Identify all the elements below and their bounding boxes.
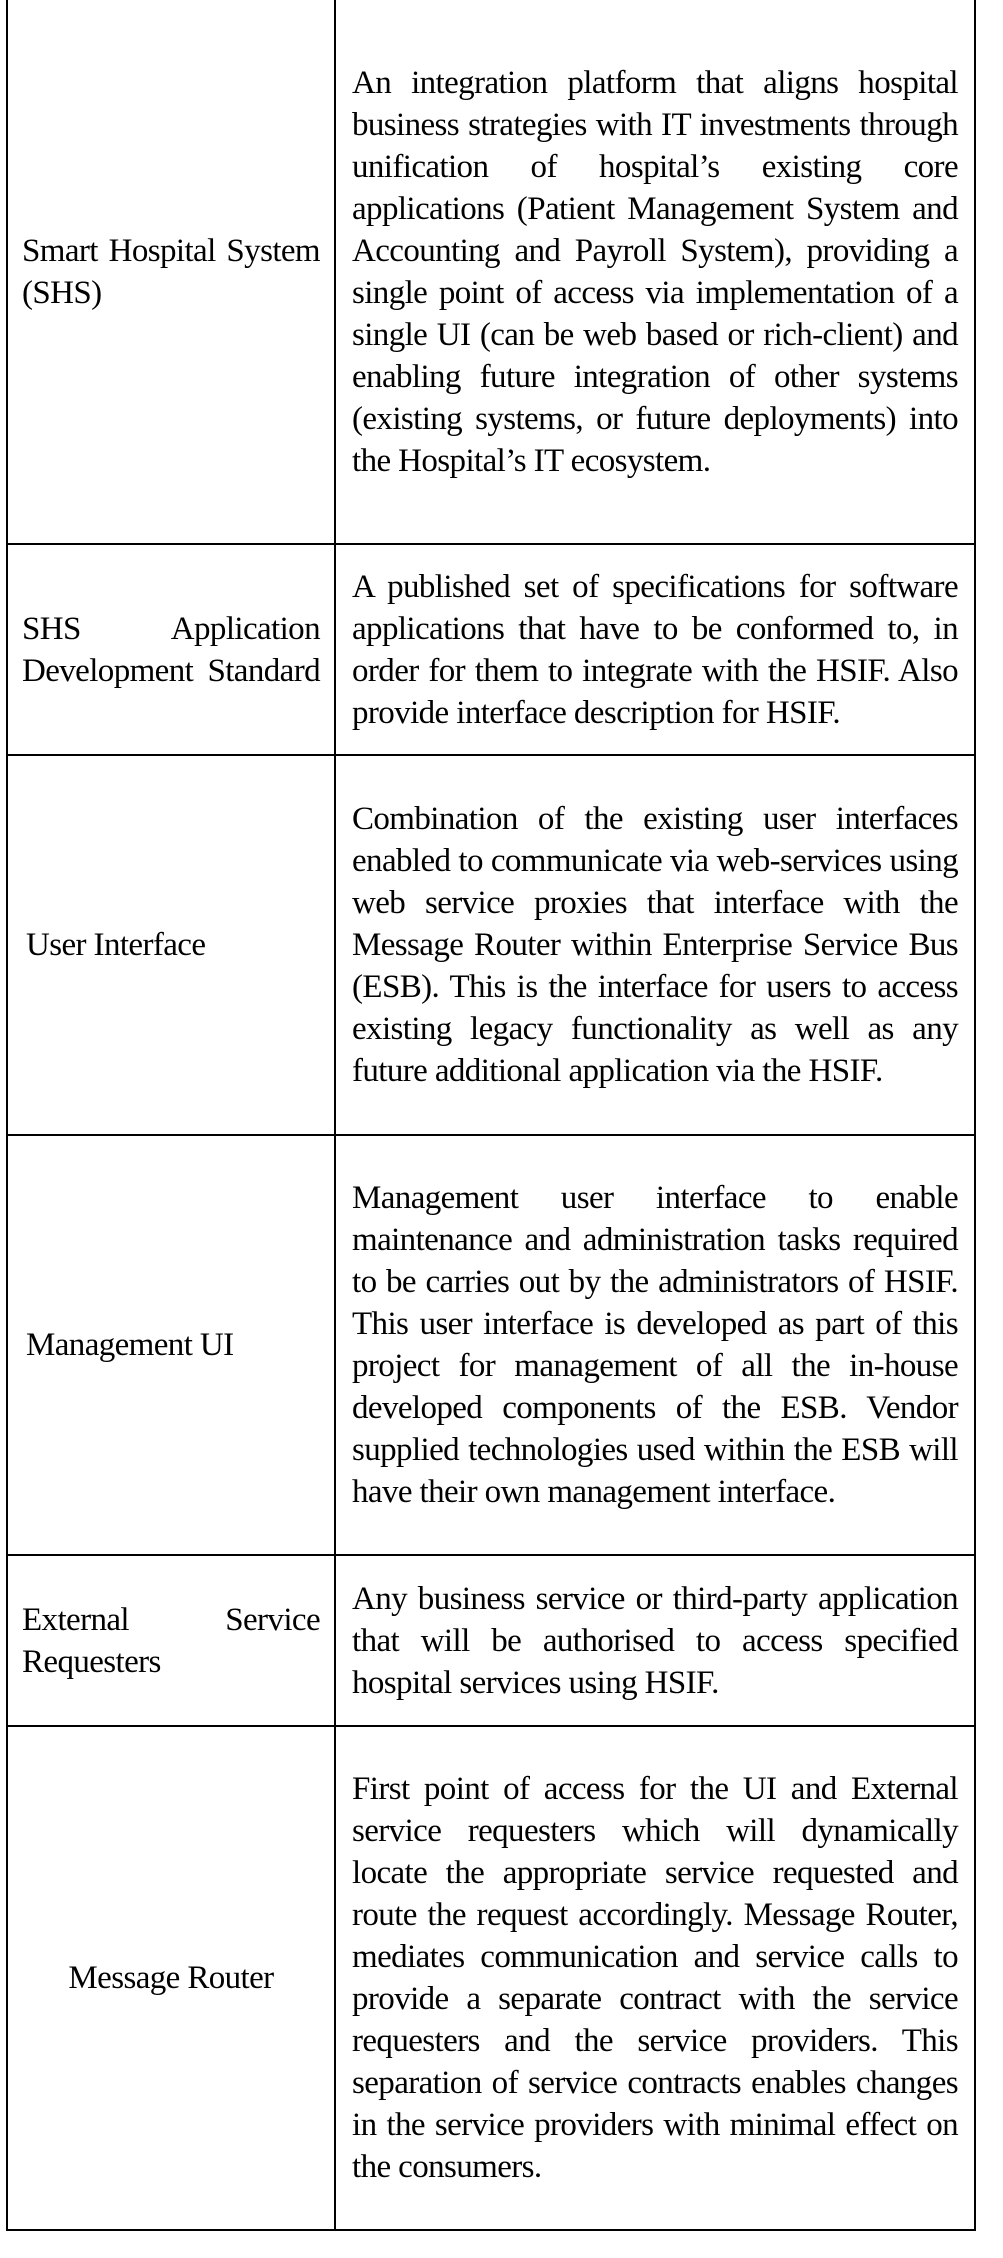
table-row — [7, 755, 975, 1135]
table-row — [7, 1135, 975, 1555]
description-cell: Combination of the existing user interfaces enabled to communicate via web-services using web service proxies that interface with the Message Router within Enterprise Service Bus (ESB). This is the interface for users to access existing legacy functionality as well as any future additional application via the HSIF. — [335, 755, 975, 1135]
table-row — [7, 1726, 975, 2230]
description-cell: Management user interface to enable maintenance and administration tasks required to be carries out by the administrators of HSIF. This user interface is developed as part of this project for management of all the in-house developed components of the ESB. Vendor supplied technologies used within the ESB will have their own management interface. — [335, 1135, 975, 1555]
term-cell: External Service Requesters — [7, 1555, 335, 1726]
description-cell: Any business service or third-party application that will be authorised to access specified hospital services using HSIF. — [335, 1555, 975, 1726]
definitions-table — [6, 0, 976, 2231]
table-row — [7, 0, 975, 544]
term-cell: Smart Hospital System (SHS) — [7, 0, 335, 544]
term-cell: Message Router — [7, 1726, 335, 2230]
description-cell: An integration platform that aligns hospital business strategies with IT investments through unification of hospital’s existing core applications (Patient Management System and Accounting and Payroll System), providing a single point of access via implementation of a single UI (can be web based or rich-client) and enabling future integration of other systems (existing systems, or future deployments) into the Hospital’s IT ecosystem. — [335, 0, 975, 544]
term-cell: User Interface — [7, 755, 335, 1135]
table-row — [7, 544, 975, 755]
term-cell: Management UI — [7, 1135, 335, 1555]
description-cell: First point of access for the UI and External service requesters which will dynamically locate the appropriate service requested and route the request accordingly. Message Router, mediates communication and service calls to provide a separate contract with the service requesters and the service providers. This separation of service contracts enables changes in the service providers with minimal effect on the consumers. — [335, 1726, 975, 2230]
description-cell: A published set of specifications for software applications that have to be conformed to, in order for them to integrate with the HSIF. Also provide interface description for HSIF. — [335, 544, 975, 755]
table-row — [7, 1555, 975, 1726]
term-cell: SHS Application Development Standard — [7, 544, 335, 755]
